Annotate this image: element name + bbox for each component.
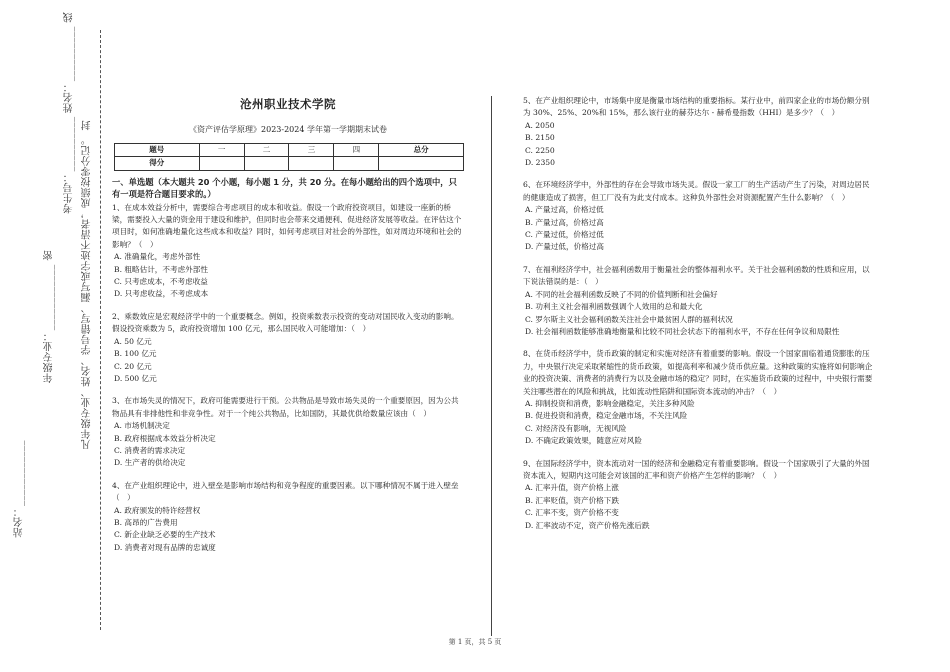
question-option: D. 消费者对现有品牌的忠诚度 xyxy=(114,542,216,552)
score-table-score-row xyxy=(115,157,464,170)
question xyxy=(523,458,875,532)
question xyxy=(112,395,464,469)
score-row-label: 得分 xyxy=(115,157,200,170)
question-option: B. 粗略估计，不考虑外部性 xyxy=(114,264,208,274)
question-option: A. 抑制投资和消费，影响金融稳定，关注多种风险 xyxy=(525,398,695,408)
seal-dashed-line xyxy=(100,30,101,630)
section-heading: 一、单选题（本大题共 20 个小题，每小题 1 分，共 20 分。在每小题给出的四个选项中，只有一项是符合题目要求的。） xyxy=(112,176,457,199)
question-option: D. 2350 xyxy=(525,158,555,168)
score-cell xyxy=(379,157,464,170)
question-option: C. 罗尔斯主义社会福利函数关注社会中最贫困人群的福利状况 xyxy=(525,314,733,324)
question-stem: 5、在产业组织理论中，市场集中度是衡量市场结构的重要指标。某行业中，前四家企业的市场份额分别为 30%、25%、20%和 15%，那么该行业的赫芬达尔 - 赫希曼指数（HHI）是多少？（ ） xyxy=(523,96,870,118)
question-option: A. 市场机制决定 xyxy=(114,421,170,431)
question-option: A. 50 亿元 xyxy=(114,336,152,346)
right-column xyxy=(523,95,875,542)
question-stem: 8、在货币经济学中，货币政策的制定和实施对经济有着重要的影响。假设一个国家面临着通货膨胀的压力，中央银行决定采取紧缩性的货币政策，如提高利率和减少货币供应量。这种政策的实施将如何影响企业的投资决策、消费者的消费行为以及金融市场的稳定？同时，在实施货币政策的过程中，中央银行需要关注哪些潜在的风险和挑战，比如流动性陷阱和国际资本流动的冲击？（ ） xyxy=(523,349,873,396)
question-option: B. 高昂的广告费用 xyxy=(114,517,178,527)
question-stem: 2、乘数效应是宏观经济学中的一个重要概念。例如，投资乘数表示投资的变动对国民收入变动的影响。假设投资乘数为 5，政府投资增加 100 亿元，那么国民收入可能增加：（ ） xyxy=(112,311,459,334)
question-option: B. 政府根据成本效益分析决定 xyxy=(114,433,216,443)
question-option: D. 500 亿元 xyxy=(114,373,157,383)
question-option: A. 准确量化，考虑外部性 xyxy=(114,252,201,262)
score-header-cell: 总分 xyxy=(379,143,464,156)
binding-margin xyxy=(0,0,110,672)
question-stem: 7、在福利经济学中，社会福利函数用于衡量社会的整体福利水平。关于社会福利函数的性质和应用，以下说法错误的是：（ ） xyxy=(523,264,870,287)
question-option: B. 产量过高，价格过高 xyxy=(525,217,604,227)
question-option: C. 只考虑成本，不考虑收益 xyxy=(114,277,208,287)
question-stem: 4、在产业组织理论中，进入壁垒是影响市场结构和竞争程度的重要因素。以下哪种情况不属于进入壁垒（ ） xyxy=(112,480,459,503)
question-stem: 1、在成本效益分析中，需要综合考虑项目的成本和收益。假设一个政府投资项目，如建设一座新的桥梁，需要投入大量的资金用于建设和维护，但同时也会带来交通便利、促进经济发展等收益。在评估这个项目时，如何准确地量化这些成本和收益？同时，如何考虑项目对社会的外部性，如对周边环境和社会的影响？（ ） xyxy=(112,202,462,249)
score-cell xyxy=(289,157,334,170)
page-footer: 第 1 页，共 5 页 xyxy=(448,638,502,646)
question-option: D. 产量过低，价格过高 xyxy=(525,242,604,252)
question-option: C. 新企业缺乏必要的生产技术 xyxy=(114,530,216,540)
question-option: A. 2050 xyxy=(525,120,555,130)
exam-title: 《资产评估学原理》2023-2024 学年第一学期期末试卷 xyxy=(189,125,387,135)
binding-col-examinee: 考生号：__________ 姓名：__________ 线 xyxy=(64,12,75,214)
question xyxy=(523,179,875,253)
question-option: D. 只考虑收益，不考虑成本 xyxy=(114,289,209,299)
question-option: C. 汇率不变，资产价格不变 xyxy=(525,508,619,518)
question-stem: 6、在环境经济学中，外部性的存在会导致市场失灵。假设一家工厂的生产活动产生了污染，对周边居民的健康造成了损害，但工厂没有为此支付成本。这种负外部性会对资源配置产生什么影响？（ ） xyxy=(523,180,870,202)
question-option: C. 产量过低，价格过低 xyxy=(525,230,604,240)
question-option: C. 2250 xyxy=(525,145,555,155)
question-option: B. 100 亿元 xyxy=(114,349,157,359)
score-header-cell: 三 xyxy=(289,143,334,156)
question xyxy=(523,264,875,338)
question-option: C. 20 亿元 xyxy=(114,361,152,371)
question-option: A. 政府颁发的特许经营权 xyxy=(114,505,201,515)
question-stem: 9、在国际经济学中，资本流动对一国的经济和金融稳定有着重要影响。假设一个国家吸引了大量的外国资本流入，短期内这可能会对该国的汇率和资产价格产生怎样的影响？（ ） xyxy=(523,458,870,480)
question-option: B. 2150 xyxy=(525,133,555,143)
score-header-cell: 四 xyxy=(334,143,379,156)
question-option: C. 对经济没有影响，无视风险 xyxy=(525,423,627,433)
question-option: A. 汇率升值，资产价格上涨 xyxy=(525,483,619,493)
question-option: B. 促进投资和消费，稳定金融市场，不关注风险 xyxy=(525,411,688,421)
score-header-cell: 题号 xyxy=(115,143,200,156)
school-name: 沧州职业技术学院 xyxy=(240,97,336,111)
question-option: D. 生产者的供给决定 xyxy=(114,458,186,468)
score-cell xyxy=(334,157,379,170)
question xyxy=(523,95,875,169)
binding-col-station: 站名：____________ xyxy=(14,440,25,538)
question-option: B. 汇率贬值，资产价格下跌 xyxy=(525,495,619,505)
question-option: A. 不同的社会福利函数反映了不同的价值判断和社会偏好 xyxy=(525,289,718,299)
question xyxy=(112,480,464,554)
question xyxy=(523,348,875,447)
score-table-header-row xyxy=(115,143,464,156)
score-header-cell: 二 xyxy=(244,143,289,156)
question xyxy=(112,311,464,385)
score-table xyxy=(114,143,464,171)
question-option: D. 社会福利函数能够准确地衡量和比较不同社会状态下的福利水平，不存在任何争议和局限性 xyxy=(525,326,840,336)
question-option: D. 汇率波动不定，资产价格先涨后跌 xyxy=(525,520,650,530)
column-divider xyxy=(491,96,492,636)
binding-col-grade: 年级专业：____________ 密 xyxy=(44,250,55,383)
question xyxy=(112,202,464,301)
left-column xyxy=(112,95,464,564)
question-option: D. 不确定政策效果，随意应对风险 xyxy=(525,436,642,446)
score-cell xyxy=(244,157,289,170)
question-option: A. 产量过高，价格过低 xyxy=(525,205,604,215)
question-stem: 3、在市场失灵的情况下，政府可能需要进行干预。公共物品是导致市场失灵的一个重要原因，因为公共物品具有非排他性和非竞争性。对于一个纯公共物品，比如国防，其最优供给数量应该由（ ） xyxy=(112,396,459,418)
binding-col-notice: 凡年级专业、姓名、学号错写、漏写或字迹不清者，成绩按零分记。 封 xyxy=(82,120,93,450)
question-option: B. 功利主义社会福利函数强调个人效用的总和最大化 xyxy=(525,302,703,312)
question-option: C. 消费者的需求决定 xyxy=(114,445,186,455)
score-cell xyxy=(199,157,244,170)
score-header-cell: 一 xyxy=(199,143,244,156)
